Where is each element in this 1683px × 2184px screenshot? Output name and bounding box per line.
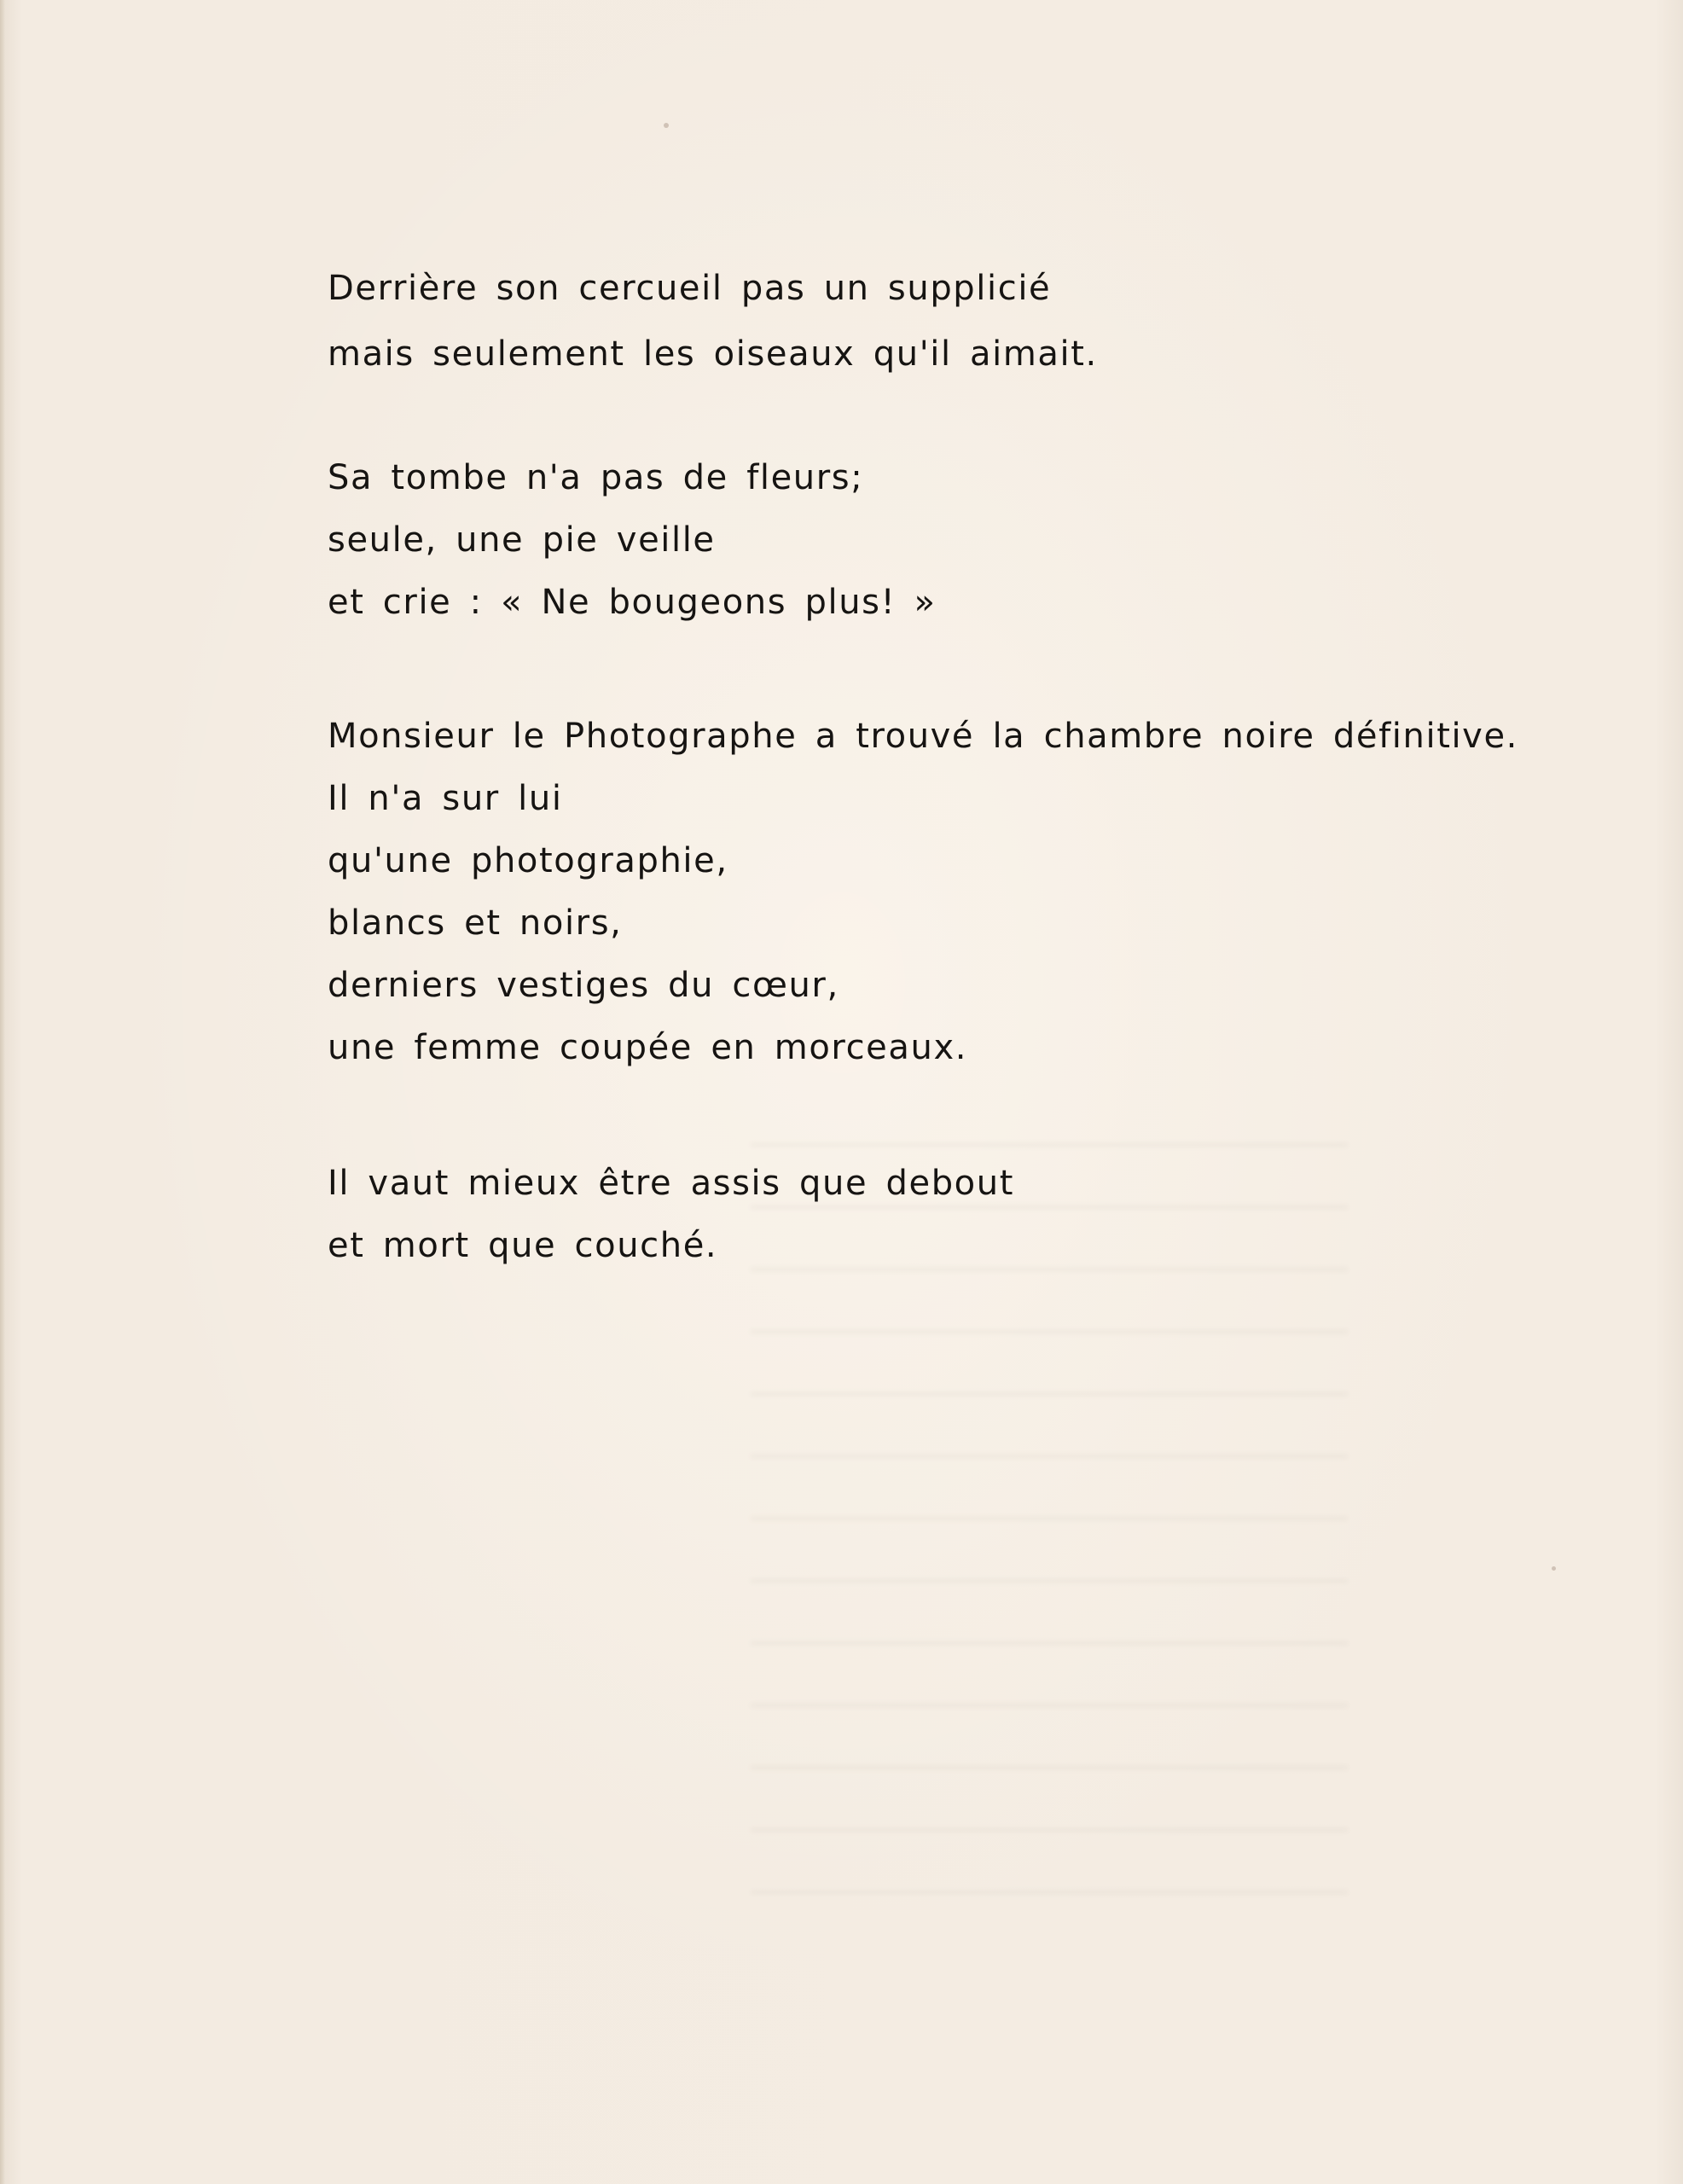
poem-line: Sa tombe n'a pas de fleurs; (328, 458, 864, 497)
poem-line: et crie : « Ne bougeons plus! » (328, 583, 937, 622)
poem-line: seule, une pie veille (328, 520, 716, 560)
poem-line: Derrière son cercueil pas un supplicié (328, 269, 1052, 308)
poem-line: Il vaut mieux être assis que debout (328, 1164, 1014, 1203)
paper-left-edge (0, 0, 5, 2184)
poem-line: Monsieur le Photographe a trouvé la chambre noire définitive. (328, 717, 1518, 756)
poem-line: et mort que couché. (328, 1226, 718, 1265)
stanza-4 (328, 1153, 1624, 1277)
poem-line: derniers vestiges du cœur, (328, 966, 839, 1005)
paper-speck (1552, 1566, 1556, 1571)
stanza-3 (328, 706, 1624, 1079)
stanza-1 (328, 256, 1624, 387)
stanza-2 (328, 447, 1624, 634)
poem-text (328, 256, 1624, 1343)
poem-line: Il n'a sur lui (328, 779, 563, 818)
poem-line: une femme coupée en morceaux. (328, 1028, 968, 1067)
paper-speck (664, 123, 669, 128)
poem-line: blancs et noirs, (328, 903, 623, 943)
poem-line: mais seulement les oiseaux qu'il aimait. (328, 334, 1098, 374)
poem-line: qu'une photographie, (328, 841, 728, 880)
